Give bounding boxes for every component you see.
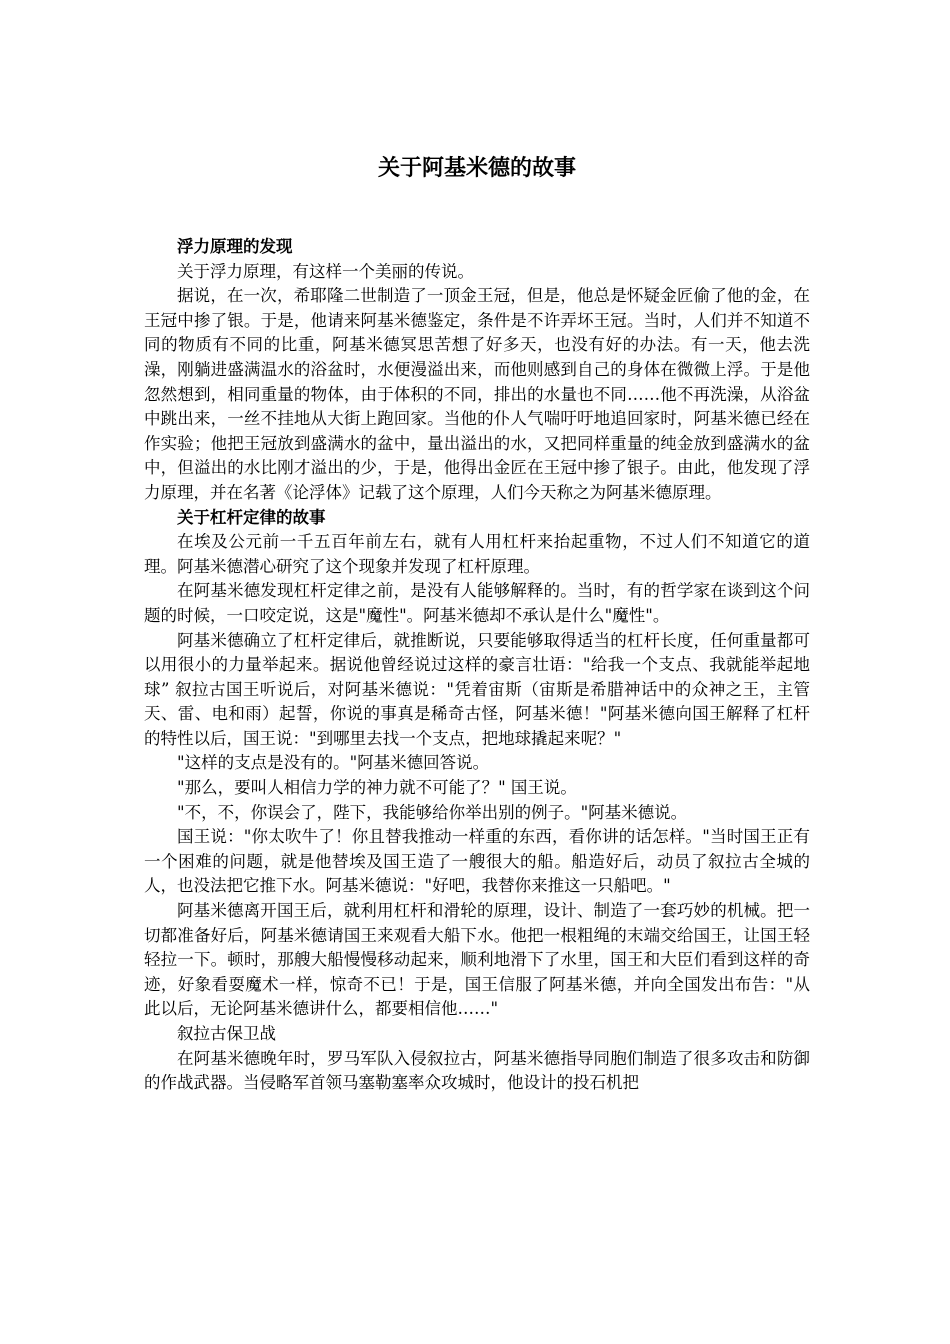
paragraph: 阿基米德确立了杠杆定律后，就推断说，只要能够取得适当的杠杆长度，任何重量都可以用很小的力量举起来。据说他曾经说过这样的豪言壮语："给我一个支点、我就能举起地球” 叙拉古国王听说后，对阿基米德说："凭着宙斯（宙斯是希腊神话中的众神之王，主管天、雷、电和雨）起誓，你说的事真是稀奇古怪，阿基米德！"阿基米德向国王解释了杠杆的特性以后，国王说："到哪里去找一个支点，把地球撬起来呢？" bbox=[144, 630, 810, 748]
paragraph: 国王说："你太吹牛了！你且替我推动一样重的东西，看你讲的话怎样。"当时国王正有一个困难的问题，就是他替埃及国王造了一艘很大的船。船造好后，动员了叙拉古全城的人，也没法把它推下水。阿基米德说："好吧，我替你来推这一只船吧。" bbox=[144, 827, 810, 896]
paragraph: 关于浮力原理，有这样一个美丽的传说。 bbox=[177, 261, 474, 281]
paragraph: 在埃及公元前一千五百年前左右，就有人用杠杆来抬起重物，不过人们不知道它的道理。阿基米德潜心研究了这个现象并发现了杠杆原理。 bbox=[144, 532, 810, 576]
paragraph: "这样的支点是没有的。"阿基米德回答说。 bbox=[177, 753, 490, 773]
paragraph: "那么，要叫人相信力学的神力就不可能了？" 国王说。 bbox=[177, 778, 577, 798]
document-body bbox=[144, 235, 810, 1096]
page-title: 关于阿基米德的故事 bbox=[377, 156, 576, 181]
paragraph: "不，不，你误会了，陛下，我能够给你举出别的例子。"阿基米德说。 bbox=[177, 802, 688, 822]
paragraph: 阿基米德离开国王后，就利用杠杆和滑轮的原理，设计、制造了一套巧妙的机械。把一切都准备好后，阿基米德请国王来观看大船下水。他把一根粗绳的末端交给国王，让国王轻轻拉一下。顿时，那艘大船慢慢移动起来，顺利地滑下了水里，国王和大臣们看到这样的奇迹，好象看耍魔术一样，惊奇不已！于是，国王信服了阿基米德，并向全国发出布告："从此以后，无论阿基米德讲什么，都要相信他……" bbox=[144, 901, 810, 1019]
paragraph: 在阿基米德晚年时，罗马军队入侵叙拉古，阿基米德指导同胞们制造了很多攻击和防御的作战武器。当侵略军首领马塞勒塞率众攻城时，他设计的投石机把 bbox=[144, 1048, 810, 1093]
paragraph: 在阿基米德发现杠杆定律之前，是没有人能够解释的。当时，有的哲学家在谈到这个问题的时候，一口咬定说，这是"魔性"。阿基米德却不承认是什么"魔性"。 bbox=[144, 581, 810, 625]
paragraph: 据说，在一次，希耶隆二世制造了一顶金王冠，但是，他总是怀疑金匠偷了他的金，在王冠中掺了银。于是，他请来阿基米德鉴定，条件是不许弄坏王冠。当时，人们并不知道不同的物质有不同的比重，阿基米德冥思苦想了好多天，也没有好的办法。有一天，他去洗澡，刚躺进盛满温水的浴盆时，水便漫溢出来，而他则感到自己的身体在微微上浮。于是他忽然想到，相同重量的物体，由于体积的不同，排出的水量也不同……他不再洗澡，从浴盆中跳出来，一丝不挂地从大街上跑回家。当他的仆人气喘吁吁地追回家时，阿基米德已经在作实验；他把王冠放到盛满水的盆中，量出溢出的水，又把同样重量的纯金放到盛满水的盆中，但溢出的水比刚才溢出的少，于是，他得出金匠在王冠中掺了银子。由此，他发现了浮力原理，并在名著《论浮体》记载了这个原理，人们今天称之为阿基米德原理。 bbox=[144, 286, 810, 502]
section-heading-buoyancy: 浮力原理的发现 bbox=[177, 237, 293, 256]
section-heading-lever: 关于杠杆定律的故事 bbox=[177, 507, 326, 527]
section-heading-syracuse: 叙拉古保卫战 bbox=[177, 1024, 276, 1043]
